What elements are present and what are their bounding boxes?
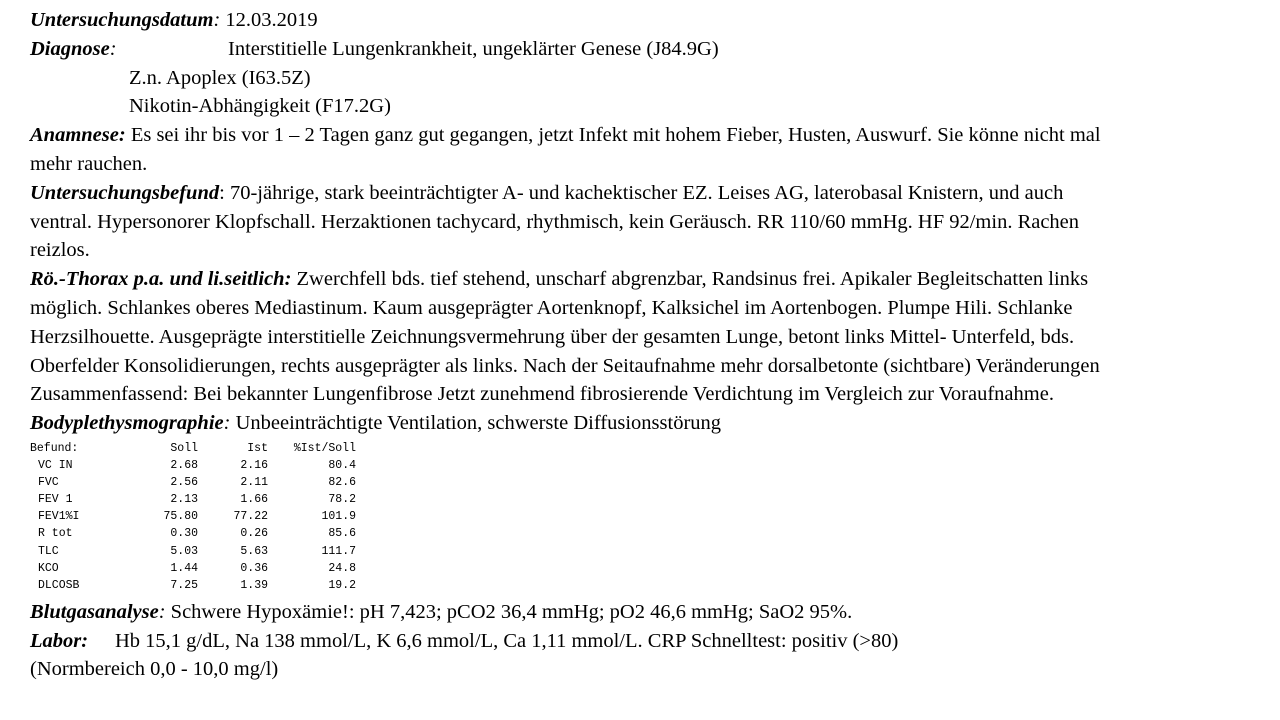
diagnosis-item: Interstitielle Lungenkrankheit, ungeklärter Genese (J84.9G) [228,37,719,60]
pft-soll: 75.80 [163,510,198,524]
pft-soll: 1.44 [170,561,198,575]
blood-gas-text: Schwere Hypoxämie!: pH 7,423; pCO2 36,4 mmHg; pO2 46,6 mmHg; SaO2 95%. [170,600,853,623]
pft-param: DLCOSB [38,578,80,592]
body-pleth-line [30,409,1280,438]
pft-header-cell: Soll [170,441,198,455]
body-pleth-sep: : [223,412,236,435]
table-row [30,457,356,474]
pft-percent: 101.9 [321,510,356,524]
diagnosis-label: Diagnose [30,37,110,60]
pft-percent: 78.2 [328,493,356,507]
pft-param: R tot [38,527,73,541]
diagnosis-item: Nikotin-Abhängigkeit (F17.2G) [129,95,391,118]
xray-text: möglich. Schlankes oberes Mediastinum. Kaum ausgeprägter Aortenknopf, Kalksichel im Aortenbogen. Plumpe Hili. Schlanke [30,296,1073,319]
labor-line [30,627,1280,656]
labor-text: (Normbereich 0,0 - 10,0 mg/l) [30,658,279,681]
table-row [30,508,356,525]
blood-gas-sep: : [158,600,171,623]
exam-date-sep: : [213,9,226,31]
anamnesis-label: Anamnese: [30,124,126,147]
table-row [30,525,356,542]
pft-param: VC IN [38,459,73,473]
body-pleth-text: Unbeeinträchtigte Ventilation, schwerste Diffusionsstörung [235,412,722,435]
pft-soll: 7.25 [170,578,198,592]
pft-ist: 1.66 [240,493,268,507]
xray-line [30,265,1280,294]
findings-sep: : [219,181,230,204]
labor-text: Hb 15,1 g/dL, Na 138 mmol/L, K 6,6 mmol/L, Ca 1,11 mmol/L. CRP Schnelltest: positiv (>80) [115,629,899,652]
table-row [30,543,356,560]
anamnesis-line [30,121,1280,150]
findings-text: ventral. Hypersonorer Klopfschall. Herzaktionen tachycard, rhythmisch, kein Geräusch. RR 110/60 mmHg. HF 92/min. Rachen [30,210,1080,233]
pft-soll: 2.13 [170,493,198,507]
pft-ist: 2.11 [240,476,268,490]
table-row [30,577,356,594]
diagnosis-sep: : [109,37,117,60]
pft-percent: 111.7 [321,544,356,558]
pft-soll: 0.30 [170,527,198,541]
anamnesis-text: Es sei ihr bis vor 1 – 2 Tagen ganz gut gegangen, jetzt Infekt mit hohem Fieber, Husten, Auswurf. Sie könne nicht mal [130,124,1101,147]
xray-text: Herzsilhouette. Ausgeprägte interstitielle Zeichnungsvermehrung über der gesamten Lunge, betont links Mittel- Unterfeld, bds. [30,325,1075,348]
pft-header-row [30,440,356,457]
pft-percent: 85.6 [328,527,356,541]
pft-ist: 0.26 [240,527,268,541]
pft-soll: 2.68 [170,459,198,473]
pft-ist: 77.22 [233,510,268,524]
pft-percent: 19.2 [328,578,356,592]
pft-ist: 2.16 [240,459,268,473]
pft-param: FEV 1 [38,493,73,507]
pft-ist: 5.63 [240,544,268,558]
pft-header-cell: %Ist/Soll [293,441,356,455]
labor-label: Labor: [30,629,89,652]
table-row [30,560,356,577]
medical-report [30,6,1280,684]
xray-text: Oberfelder Konsolidierungen, rechts ausgeprägter als links. Nach der Seitaufnahme mehr dorsalbetonte (sichtbare) Veränderungen [30,354,1100,377]
findings-text: 70-jährige, stark beeinträchtigter A- und kachektischer EZ. Leises AG, laterobasal Knistern, und auch [229,181,1064,204]
pft-ist: 1.39 [240,578,268,592]
blood-gas-line [30,598,1280,627]
pft-ist: 0.36 [240,561,268,575]
anamnesis-text: mehr rauchen. [30,152,148,175]
xray-label: Rö.-Thorax p.a. und li.seitlich: [30,268,292,291]
findings-text: reizlos. [30,239,90,262]
pft-param: FEV1%I [38,510,80,524]
pft-param: KCO [38,561,59,575]
blood-gas-label: Blutgasanalyse [30,600,159,623]
table-row [30,474,356,491]
xray-text: Zwerchfell bds. tief stehend, unscharf abgrenzbar, Randsinus frei. Apikaler Begleitschatten links [296,268,1089,291]
pft-header-cell: Ist [247,441,268,455]
pft-percent: 82.6 [328,476,356,490]
table-row [30,491,356,508]
pft-param: FVC [38,476,59,490]
pft-soll: 2.56 [170,476,198,490]
diagnosis-item: Z.n. Apoplex (I63.5Z) [129,66,311,89]
pft-percent: 24.8 [328,561,356,575]
pft-soll: 5.03 [170,544,198,558]
xray-text: Zusammenfassend: Bei bekannter Lungenfibrose Jetzt zunehmend fibrosierende Verdichtung im Vergleich zur Voraufnahme. [30,383,1054,406]
pft-percent: 80.4 [328,459,356,473]
exam-date-value: 12.03.2019 [225,9,318,31]
body-pleth-label: Bodyplethysmographie [30,412,224,435]
diagnosis-line [30,35,1280,64]
findings-line [30,179,1280,208]
pft-header-cell: Befund: [30,441,79,455]
exam-date-line [30,6,1280,35]
pft-param: TLC [38,544,59,558]
pft-table [30,440,356,594]
exam-date-label: Untersuchungsdatum [30,9,214,31]
findings-label: Untersuchungsbefund [30,181,220,204]
